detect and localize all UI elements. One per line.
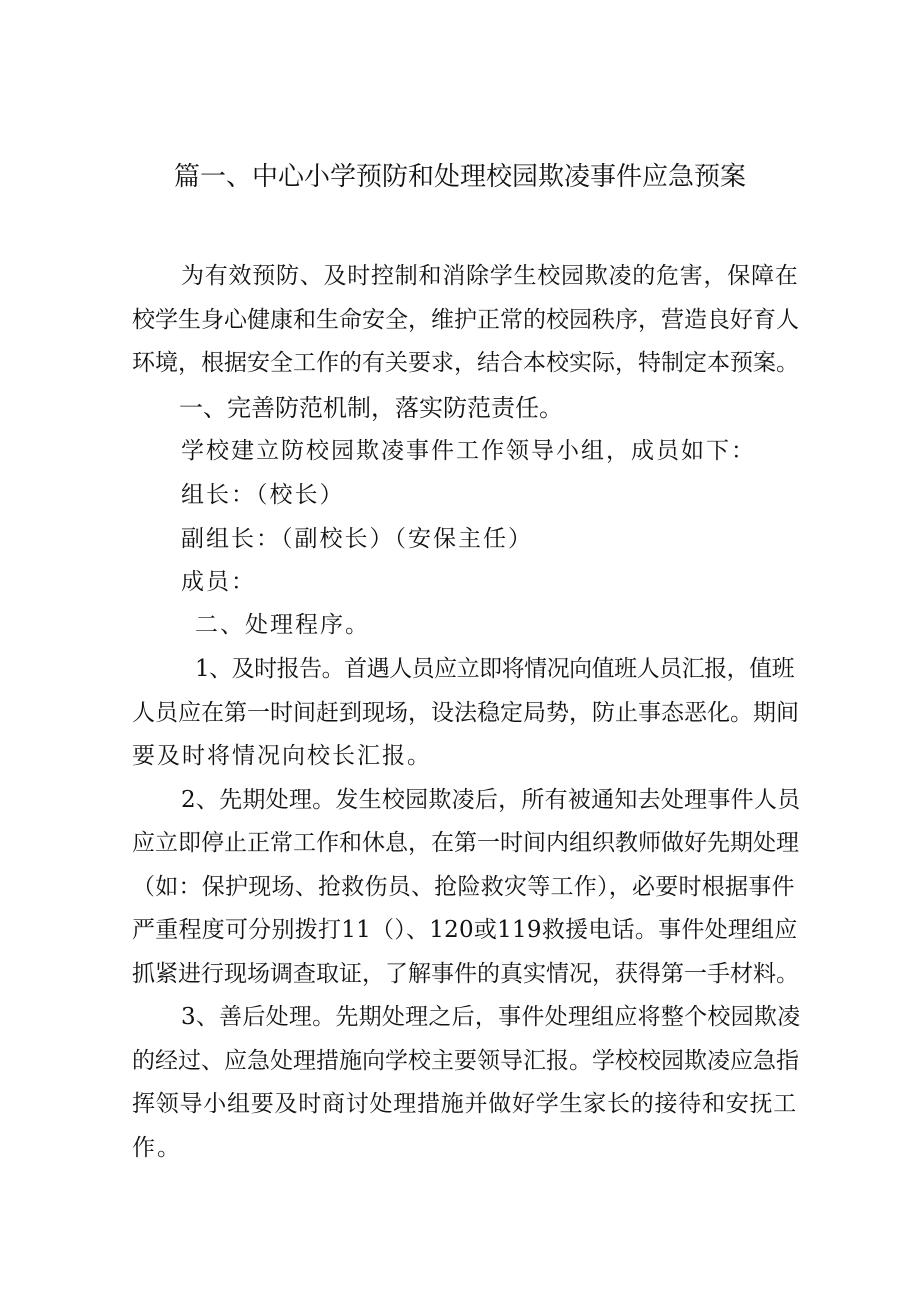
section1-heading: 一、完善防范机制，落实防范责任。: [179, 394, 563, 422]
item1-line-3: 要及时将情况向校长汇报。: [132, 743, 432, 769]
section2-heading: 二、处理程序。: [195, 612, 370, 638]
item3-line-1: 3、善后处理。先期处理之后，事件处理组应将整个校园欺凌: [181, 1004, 801, 1030]
item2-line-1: 2、先期处理。发生校园欺凌后，所有被通知去处理事件人员: [181, 787, 801, 813]
item2-line-5: 抓紧进行现场调查取证，了解事件的真实情况，获得第一手材料。: [132, 961, 799, 987]
leadership-group-line: 学校建立防校园欺凌事件工作领导小组，成员如下：: [181, 438, 756, 464]
intro-line-3: 环境，根据安全工作的有关要求，结合本校实际，特制定本预案。: [132, 350, 799, 376]
item1-line-1: 1、及时报告。首遇人员应立即将情况向值班人员汇报，值班: [195, 656, 795, 682]
deputy-leader-line: 副组长：（副校长）（安保主任）: [181, 526, 533, 552]
item3-line-4: 作。: [132, 1135, 182, 1161]
document-title: 篇一、中心小学预防和处理校园欺凌事件应急预案: [173, 162, 746, 192]
item2-line-4: 严重程度可分别拨打11（）、120或119救援电话。事件处理组应: [132, 917, 798, 943]
item3-line-3: 挥领导小组要及时商讨处理措施并做好学生家长的接待和安抚工: [132, 1091, 797, 1117]
intro-line-2: 校学生身心健康和生命安全，维护正常的校园秩序，营造良好育人: [132, 307, 799, 333]
intro-line-1: 为有效预防、及时控制和消除学生校园欺凌的危害，保障在: [181, 263, 799, 289]
item3-line-2: 的经过、应急处理措施向学校主要领导汇报。学校校园欺凌应急指: [132, 1048, 799, 1074]
members-line: 成员：: [181, 569, 256, 595]
item2-line-3: （如：保护现场、抢救伤员、抢险救灾等工作），必要时根据事件: [132, 874, 795, 900]
item2-line-2: 应立即停止正常工作和休息，在第一时间内组织教师做好先期处理: [132, 830, 799, 856]
group-leader-line: 组长：（校长）: [181, 482, 345, 508]
item1-line-2: 人员应在第一时间赶到现场，设法稳定局势，防止事态恶化。期间: [132, 700, 799, 726]
